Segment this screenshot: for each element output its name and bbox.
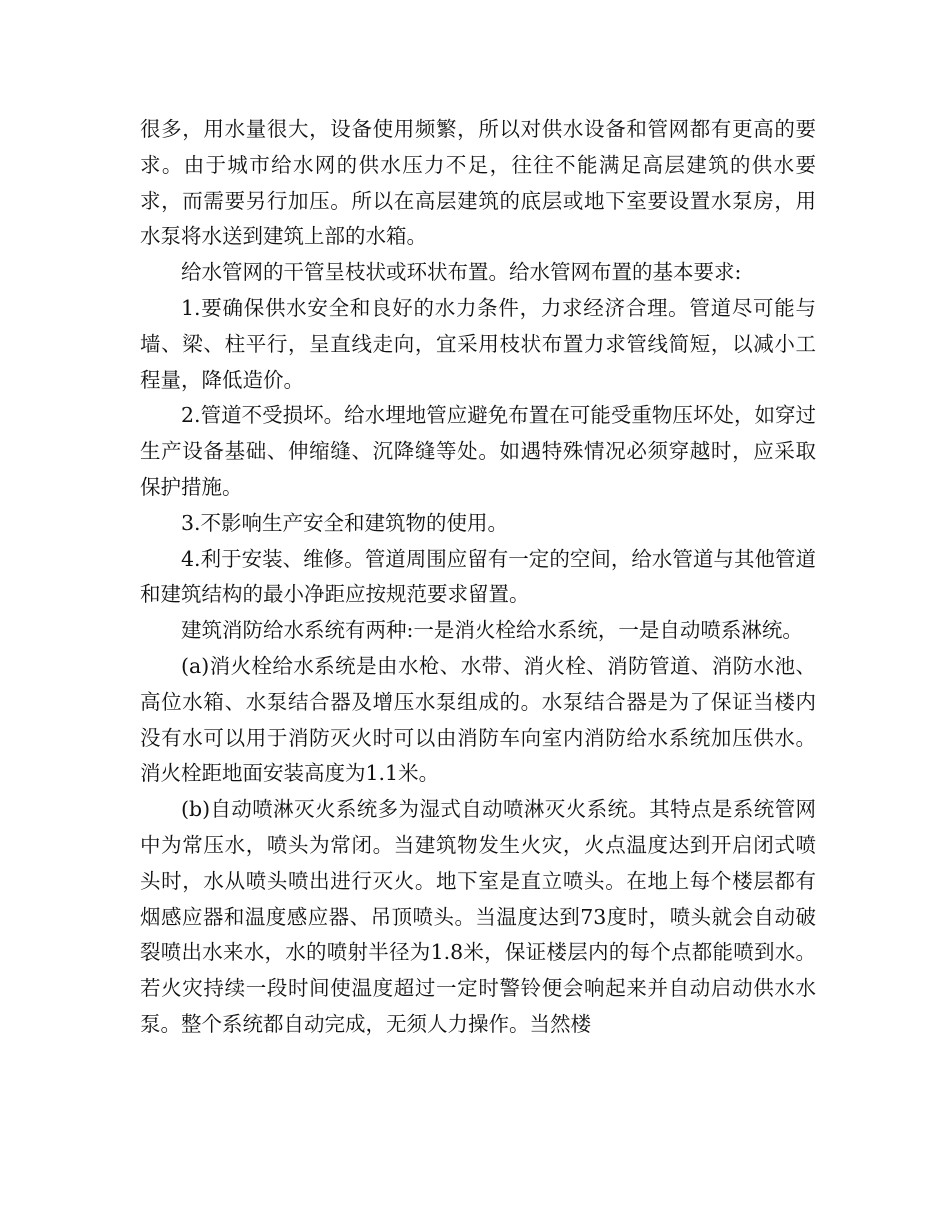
paragraph-requirement-3: 3.不影响生产安全和建筑物的使用。 (181, 510, 509, 535)
document-body (140, 112, 816, 1043)
paragraph-fire-water-systems: 建筑消防给水系统有两种:一是消火栓给水系统，一是自动喷系淋统。 (181, 618, 803, 643)
paragraph-requirement-2: 2.管道不受损坏。给水埋地管应避免布置在可能受重物压坏处，如穿过生产设备基础、伸缩缝、沉降缝等处。如遇特殊情况必须穿越时，应采取保护措施。 (140, 403, 816, 499)
paragraph-requirement-1: 1.要确保供水安全和良好的水力条件，力求经济合理。管道尽可能与墙、梁、柱平行，呈直线走向，宜采用枝状布置力求管线简短，以减小工程量，降低造价。 (140, 295, 816, 392)
paragraph-pipe-network-layout: 给水管网的干管呈枝状或环状布置。给水管网布置的基本要求: (181, 260, 742, 285)
paragraph-sprinkler-system: (b)自动喷淋灭火系统多为湿式自动喷淋灭火系统。其特点是系统管网中为常压水，喷头为常闭。当建筑物发生火灾，火点温度达到开启闭式喷头时，水从喷头喷出进行灭火。地下室是直立喷头。在地上每个楼层都有烟感应器和温度感应器、吊顶喷头。当温度达到73度时，喷头就会自动破裂喷出水来水，水的喷射半径为1.8米，保证楼层内的每个点都能喷到水。若火灾持续一段时间使温度超过一定时警铃便会响起来并自动启动供水水泵。整个系统都自动完成，无须人力操作。当然楼 (140, 797, 816, 1036)
paragraph-high-rise-water-supply: 很多，用水量很大，设备使用频繁，所以对供水设备和管网都有更高的要求。由于城市给水网的供水压力不足，往往不能满足高层建筑的供水要求，而需要另行加压。所以在高层建筑的底层或地下室要设置水泵房，用水泵将水送到建筑上部的水箱。 (140, 117, 816, 249)
paragraph-requirement-4: 4.利于安装、维修。管道周围应留有一定的空间，给水管道与其他管道和建筑结构的最小净距应按规范要求留置。 (140, 546, 816, 607)
paragraph-hydrant-system: (a)消火栓给水系统是由水枪、水带、消火栓、消防管道、消防水池、高位水箱、水泵结合器及增压水泵组成的。水泵结合器是为了保证当楼内没有水可以用于消防灭火时可以由消防车向室内消防给水系统加压供水。消火栓距地面安装高度为1.1米。 (140, 653, 816, 786)
